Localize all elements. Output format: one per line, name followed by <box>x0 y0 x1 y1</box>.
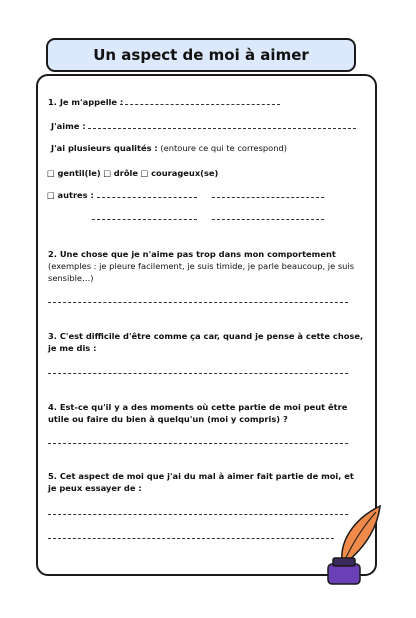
others-line-2[interactable] <box>212 197 324 198</box>
checkbox-icon[interactable]: □ <box>47 190 55 200</box>
question-3: 3. C'est difficile d'être comme ça car, quand je pense à cette chose, je me dis : <box>48 331 364 353</box>
quill-inkwell-icon <box>322 502 388 588</box>
checkbox-icon[interactable]: □ <box>47 168 55 178</box>
option-drole: drôle <box>113 168 138 178</box>
option-courageux: courageux(se) <box>151 168 219 178</box>
checkbox-icon[interactable]: □ <box>103 168 112 178</box>
name-answer-line[interactable] <box>120 104 280 105</box>
others-line-1[interactable] <box>97 197 197 198</box>
others-line-4[interactable] <box>212 219 324 220</box>
title-banner <box>46 38 356 72</box>
qualities-label: J'ai plusieurs qualités : (entoure ce qui te correspond) <box>51 143 287 153</box>
answer-3-line[interactable] <box>48 373 348 374</box>
option-gentil: gentil(le) <box>57 168 101 178</box>
question-5: 5. Cet aspect de moi que j'ai du mal à aimer fait partie de moi, et je peux essayer de : <box>48 471 354 493</box>
question-2: 2. Une chose que je n'aime pas trop dans mon comportement (exemples : je pleure facilement, je suis timide, je parle beaucoup, je suis sensible…) <box>48 249 355 283</box>
inkwell-icon <box>328 564 360 584</box>
likes-label: J'aime : <box>51 121 86 131</box>
question-4: 4. Est-ce qu'il y a des moments où cette partie de moi peut être utile ou faire du bien à quelqu'un (moi y compris) ? <box>48 402 348 424</box>
answer-4-line[interactable] <box>48 443 348 444</box>
answer-5-line-2[interactable] <box>48 538 334 539</box>
answer-5-line-1[interactable] <box>48 514 348 515</box>
answer-2-line[interactable] <box>48 302 348 303</box>
likes-answer-line[interactable] <box>88 128 356 129</box>
quality-options <box>47 167 218 179</box>
others-line-3[interactable] <box>92 219 197 220</box>
others-label: □ autres : <box>47 190 94 200</box>
name-label: 1. Je m'appelle : <box>48 97 124 107</box>
checkbox-icon[interactable]: □ <box>140 168 149 178</box>
page-title: Un aspect de moi à aimer <box>93 46 309 64</box>
question-2-examples: (exemples : je pleure facilement, je suis timide, je parle beaucoup, je suis sensible…) <box>48 261 355 283</box>
